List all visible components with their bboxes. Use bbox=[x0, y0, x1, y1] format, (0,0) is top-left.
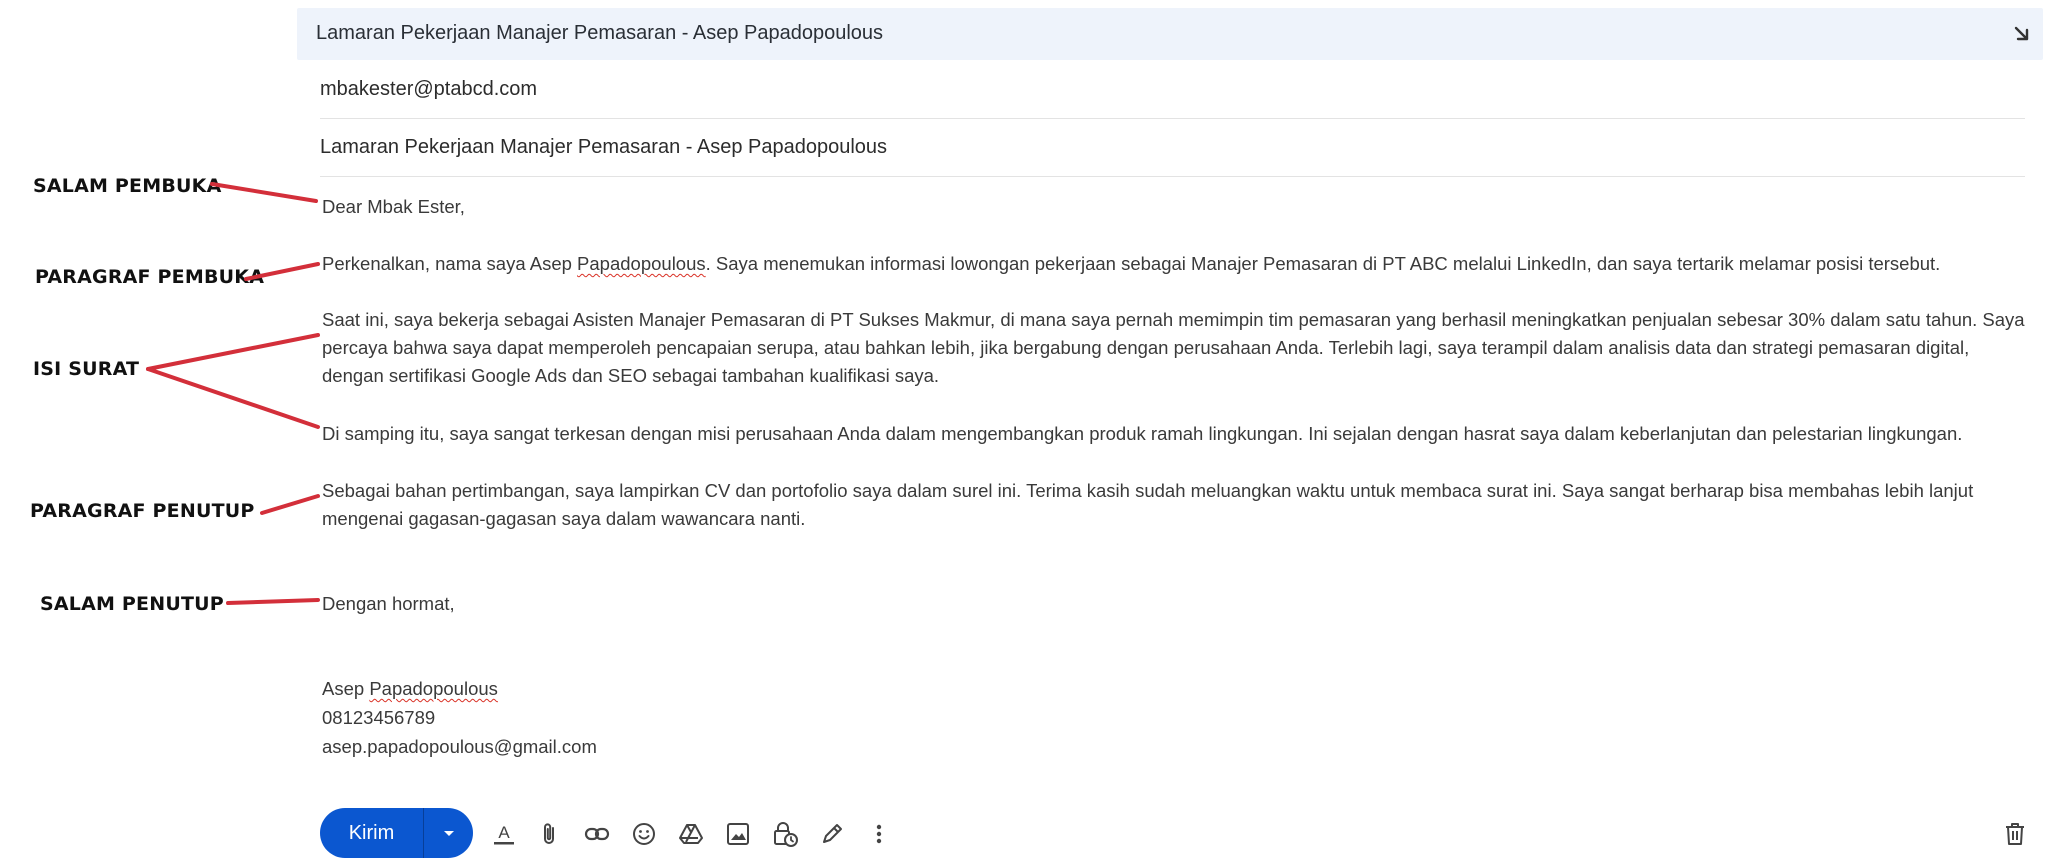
greeting-line: Dear Mbak Ester, bbox=[322, 196, 465, 217]
compose-title: Lamaran Pekerjaan Manajer Pemasaran - Asep Papadopoulous bbox=[316, 22, 884, 44]
line-isi-surat-2 bbox=[148, 369, 318, 427]
attach-icon[interactable] bbox=[536, 820, 564, 848]
send-button[interactable]: Kirim bbox=[348, 821, 395, 844]
trash-icon[interactable] bbox=[2001, 820, 2029, 848]
line-paragraf-penutup bbox=[262, 496, 318, 513]
link-icon[interactable] bbox=[583, 820, 611, 848]
signature-icon[interactable] bbox=[818, 820, 846, 848]
opening-paragraph bbox=[322, 250, 2027, 278]
closing-paragraph: Sebagai bahan pertimbangan, saya lampirkan CV dan portofolio saya dalam surel ini. Terima kasih sudah meluangkan waktu untuk membaca surat ini. Saya sangat berharap bisa membahas lebih lanjut mengenai gagasan-gagasan saya dalam wawancara nanti. bbox=[322, 480, 1974, 529]
opening-text-start: Perkenalkan, nama saya Asep bbox=[322, 253, 578, 274]
emoji-icon[interactable] bbox=[630, 820, 658, 848]
misspelled-name: Papadopoulous bbox=[577, 253, 706, 274]
signature-first-name: Asep bbox=[322, 678, 370, 699]
annotation-isi-surat: ISI SURAT bbox=[33, 358, 140, 380]
annotation-paragraf-pembuka: PARAGRAF PEMBUKA bbox=[35, 266, 265, 288]
signature-email: asep.papadopoulous@gmail.com bbox=[322, 736, 597, 757]
line-salam-penutup bbox=[228, 600, 318, 603]
svg-text:A: A bbox=[498, 823, 510, 842]
image-icon[interactable] bbox=[724, 820, 752, 848]
annotation-paragraf-penutup: PARAGRAF PENUTUP bbox=[30, 500, 255, 522]
confidential-mode-icon[interactable] bbox=[771, 820, 799, 848]
annotation-salam-penutup: SALAM PENUTUP bbox=[40, 593, 224, 615]
closing-salutation: Dengan hormat, bbox=[322, 593, 455, 614]
opening-text-end: . Saya menemukan informasi lowongan pekerjaan sebagai Manajer Pemasaran di PT ABC melalui LinkedIn, dan saya tertarik melamar posisi tersebut. bbox=[705, 253, 1941, 274]
subject-field[interactable] bbox=[320, 119, 2025, 177]
drive-icon[interactable] bbox=[677, 820, 705, 848]
send-button-group bbox=[320, 808, 473, 858]
content-paragraph-2: Di samping itu, saya sangat terkesan dengan misi perusahaan Anda dalam mengembangkan produk ramah lingkungan. Ini sejalan dengan hasrat saya dalam keberlanjutan dan pelestarian lingkungan. bbox=[322, 423, 1963, 444]
line-isi-surat-1 bbox=[148, 335, 318, 369]
more-options-icon[interactable] bbox=[865, 820, 893, 848]
annotation-salam-pembuka: SALAM PEMBUKA bbox=[33, 175, 222, 197]
signature-name bbox=[322, 675, 2027, 703]
recipient-value: mbakester@ptabcd.com bbox=[320, 78, 538, 100]
compose-header bbox=[297, 8, 2043, 60]
expand-arrow-icon[interactable] bbox=[2007, 19, 2037, 49]
compose-toolbar bbox=[320, 806, 2045, 859]
signature-last-name: Papadopoulous bbox=[369, 678, 498, 699]
recipient-field[interactable] bbox=[320, 61, 2025, 119]
send-options-chevron-icon[interactable] bbox=[424, 808, 473, 858]
line-salam-pembuka bbox=[212, 184, 316, 201]
signature-phone: 08123456789 bbox=[322, 707, 436, 728]
subject-value: Lamaran Pekerjaan Manajer Pemasaran - Asep Papadopoulous bbox=[320, 136, 888, 158]
format-text-icon[interactable] bbox=[490, 820, 518, 848]
content-paragraph-1: Saat ini, saya bekerja sebagai Asisten Manajer Pemasaran di PT Sukses Makmur, di mana saya pernah memimpin tim pemasaran yang berhasil meningkatkan penjualan sebesar 30% dalam satu tahun. Saya percaya bahwa saya dapat memperoleh pencapaian serupa, atau bahkan lebih, jika bergabung dengan perusahaan Anda. Terlebih lagi, saya terampil dalam analisis data dan strategi pemasaran digital, dengan sertifikasi Google Ads dan SEO sebagai tambahan kualifikasi saya. bbox=[322, 309, 2025, 386]
